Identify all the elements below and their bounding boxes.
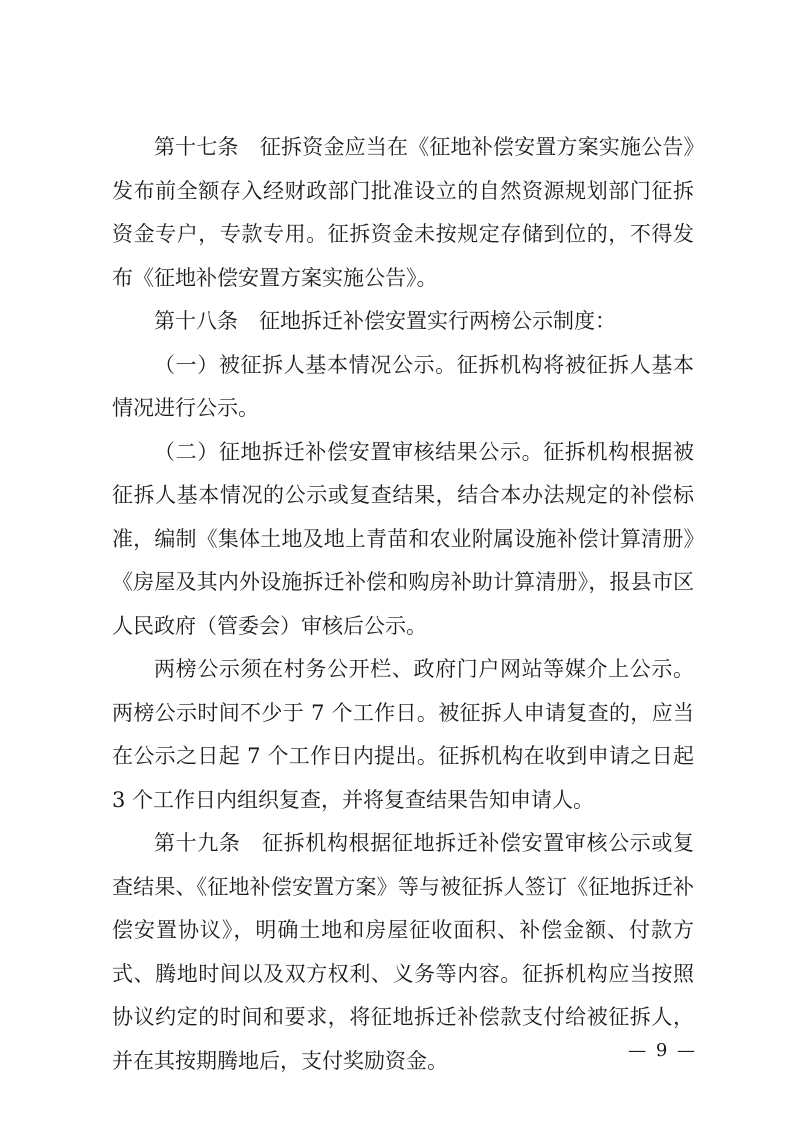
article-18-item-1	[112, 344, 694, 431]
article-17-heading: 第十七条	[154, 135, 239, 159]
article-19-text: 征拆机构根据征地拆迁补偿安置审核公示或复查结果、《征地补偿安置方案》等与被征拆人签订《征地拆迁补偿安置协议》，明确土地和房屋征收面积、补偿金额、付款方式、腾地时间以及双方权利、义务等内容。征拆机构应当按照协议约定的时间和要求，将征地拆迁补偿款支付给被征拆人，并在其按期腾地后，支付奖励资金。	[112, 831, 694, 1073]
article-19-heading: 第十九条	[154, 831, 241, 855]
document-body	[112, 126, 694, 1083]
article-17-text: 征拆资金应当在《征地补偿安置方案实施公告》发布前全额存入经财政部门批准设立的自然资源规划部门征拆资金专户，专款专用。征拆资金未按规定存储到位的，不得发布《征地补偿安置方案实施公告》。	[112, 135, 695, 290]
article-18-item-2	[112, 431, 694, 649]
article-18-notice-text: 两榜公示须在村务公开栏、政府门户网站等媒介上公示。两榜公示时间不少于 7 个工作日。被征拆人申请复查的，应当在公示之日起 7 个工作日内提出。征拆机构在收到申请之日起 3 个工作日内组织复查，并将复查结果告知申请人。	[112, 657, 694, 812]
article-19-paragraph	[112, 822, 694, 1083]
article-18-notice	[112, 648, 694, 822]
article-18-item-1-text: （一）被征拆人基本情况公示。征拆机构将被征拆人基本情况进行公示。	[112, 352, 694, 420]
page-number: — 9 —	[628, 1040, 697, 1061]
article-18-item-2-text: （二）征地拆迁补偿安置审核结果公示。征拆机构根据被征拆人基本情况的公示或复查结果，结合本办法规定的补偿标准，编制《集体土地及地上青苗和农业附属设施补偿计算清册》《房屋及其内外设施拆迁补偿和购房补助计算清册》，报县市区人民政府（管委会）审核后公示。	[112, 439, 694, 638]
article-17-paragraph	[112, 126, 694, 300]
article-18-heading: 第十八条	[154, 309, 238, 333]
article-18-paragraph	[112, 300, 694, 344]
article-18-text: 征地拆迁补偿安置实行两榜公示制度：	[259, 309, 616, 333]
